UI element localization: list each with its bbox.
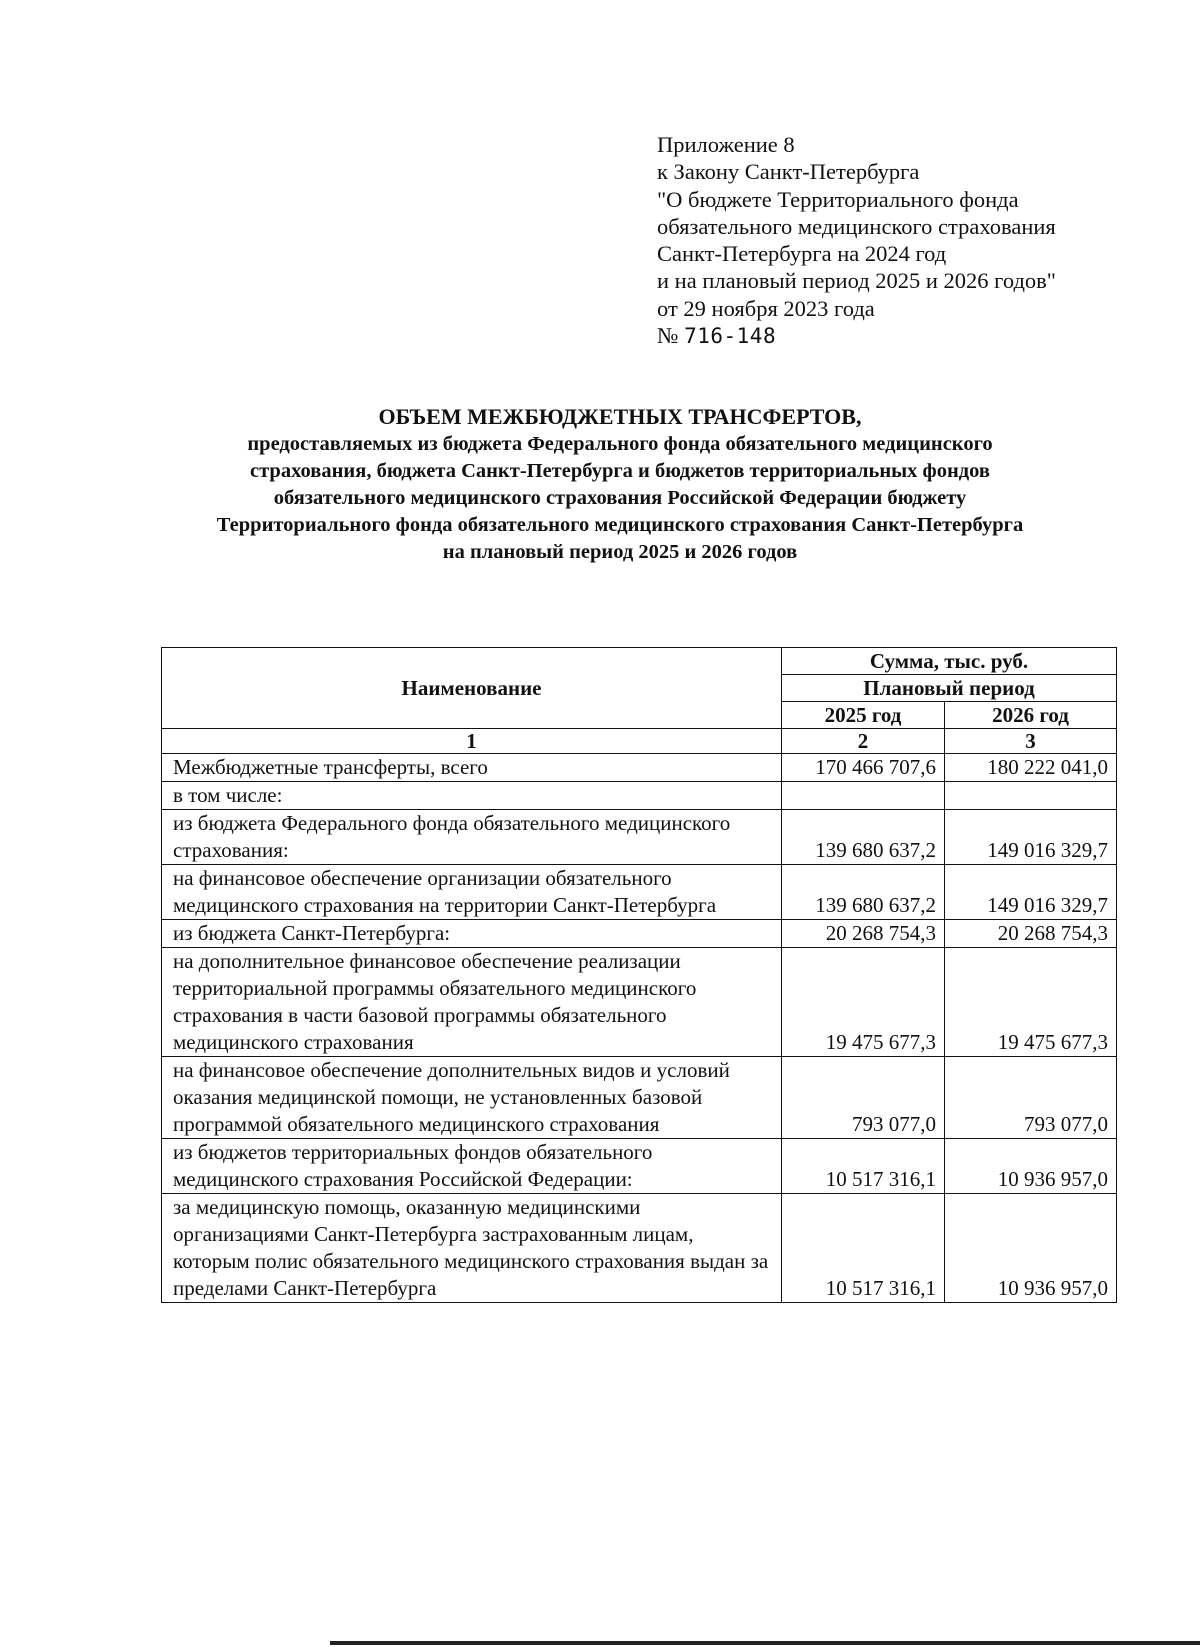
- law-number-prefix: №: [657, 323, 679, 349]
- row-value-2026: 10 936 957,0: [945, 1194, 1117, 1303]
- header-year-2026: 2026 год: [945, 702, 1117, 729]
- row-name: из бюджета Санкт-Петербурга:: [162, 920, 782, 948]
- table-row: [162, 948, 1117, 1057]
- row-name: на финансовое обеспечение дополнительных видов и условий оказания медицинской помощи, не установленных базовой программой обязательного медицинского страхования: [162, 1057, 782, 1139]
- column-number: 2: [782, 729, 945, 754]
- table-row: [162, 782, 1117, 810]
- row-value-2026: 20 268 754,3: [945, 920, 1117, 948]
- row-value-2026: 19 475 677,3: [945, 948, 1117, 1057]
- row-name: из бюджетов территориальных фондов обязательного медицинского страхования Российской Федерации:: [162, 1139, 782, 1194]
- row-name: на дополнительное финансовое обеспечение реализации территориальной программы обязательного медицинского страхования в части базовой программы обязательного медицинского страхования: [162, 948, 782, 1057]
- table-row: [162, 1057, 1117, 1139]
- appendix-line: и на плановый период 2025 и 2026 годов": [657, 268, 1056, 294]
- row-value-2025: 20 268 754,3: [782, 920, 945, 948]
- title-sub-line: на плановый период 2025 и 2026 годов: [442, 541, 798, 563]
- title-sub-line: предоставляемых из бюджета Федерального фонда обязательного медицинского: [247, 433, 993, 455]
- row-value-2025: [782, 782, 945, 810]
- row-value-2025: 19 475 677,3: [782, 948, 945, 1057]
- appendix-line: Приложение 8: [657, 132, 795, 157]
- table-row: [162, 754, 1117, 782]
- row-value-2025: 170 466 707,6: [782, 754, 945, 782]
- appendix-line: Санкт-Петербурга на 2024 год: [657, 241, 947, 267]
- row-name: на финансовое обеспечение организации обязательного медицинского страхования на территории Санкт-Петербурга: [162, 865, 782, 920]
- row-value-2025: 10 517 316,1: [782, 1194, 945, 1303]
- row-value-2026: 10 936 957,0: [945, 1139, 1117, 1194]
- appendix-header: [657, 131, 1177, 350]
- row-name: из бюджета Федерального фонда обязательного медицинского страхования:: [162, 810, 782, 865]
- title-sub-line: страхования, бюджета Санкт-Петербурга и бюджетов территориальных фондов: [250, 460, 990, 482]
- row-value-2025: 139 680 637,2: [782, 810, 945, 865]
- row-value-2026: 149 016 329,7: [945, 810, 1117, 865]
- column-number: 3: [945, 729, 1117, 754]
- row-value-2026: 149 016 329,7: [945, 865, 1117, 920]
- title-sub-line: обязательного медицинского страхования Российской Федерации бюджету: [273, 487, 967, 509]
- table-row: [162, 920, 1117, 948]
- transfers-table: [161, 647, 1117, 1303]
- row-value-2025: 793 077,0: [782, 1057, 945, 1139]
- header-sum: Сумма, тыс. руб.: [782, 648, 1117, 675]
- row-value-2026: 180 222 041,0: [945, 754, 1117, 782]
- table-row: [162, 865, 1117, 920]
- table-row: [162, 1139, 1117, 1194]
- document-title: [60, 403, 1180, 566]
- row-value-2026: 793 077,0: [945, 1057, 1117, 1139]
- row-name: за медицинскую помощь, оказанную медицинскими организациями Санкт-Петербурга застрахованным лицам, которым полис обязательного медицинского страхования выдан за пределами Санкт-Петербурга: [162, 1194, 782, 1303]
- table-row: [162, 810, 1117, 865]
- row-name: Межбюджетные трансферты, всего: [162, 754, 782, 782]
- title-sub-line: Территориального фонда обязательного медицинского страхования Санкт-Петербурга: [216, 514, 1024, 536]
- column-number: 1: [162, 729, 782, 754]
- table-row: [162, 1194, 1117, 1303]
- header-period: Плановый период: [782, 675, 1117, 702]
- law-number: [657, 322, 1177, 350]
- header-name: Наименование: [162, 648, 782, 729]
- appendix-line: "О бюджете Территориального фонда: [657, 186, 1019, 212]
- header-row: [162, 648, 1117, 675]
- row-value-2025: 10 517 316,1: [782, 1139, 945, 1194]
- appendix-line: к Закону Санкт-Петербурга: [657, 159, 920, 185]
- row-value-2025: 139 680 637,2: [782, 865, 945, 920]
- appendix-line: обязательного медицинского страхования: [657, 213, 1056, 239]
- header-year-2025: 2025 год: [782, 702, 945, 729]
- row-name: в том числе:: [162, 782, 782, 810]
- scan-edge-line: [330, 1641, 1200, 1645]
- row-value-2026: [945, 782, 1117, 810]
- appendix-line: от 29 ноября 2023 года: [657, 295, 875, 321]
- title-main: ОБЪЕМ МЕЖБЮДЖЕТНЫХ ТРАНСФЕРТОВ,: [378, 404, 862, 429]
- law-number-value: 716-148: [684, 324, 777, 349]
- column-number-row: [162, 729, 1117, 754]
